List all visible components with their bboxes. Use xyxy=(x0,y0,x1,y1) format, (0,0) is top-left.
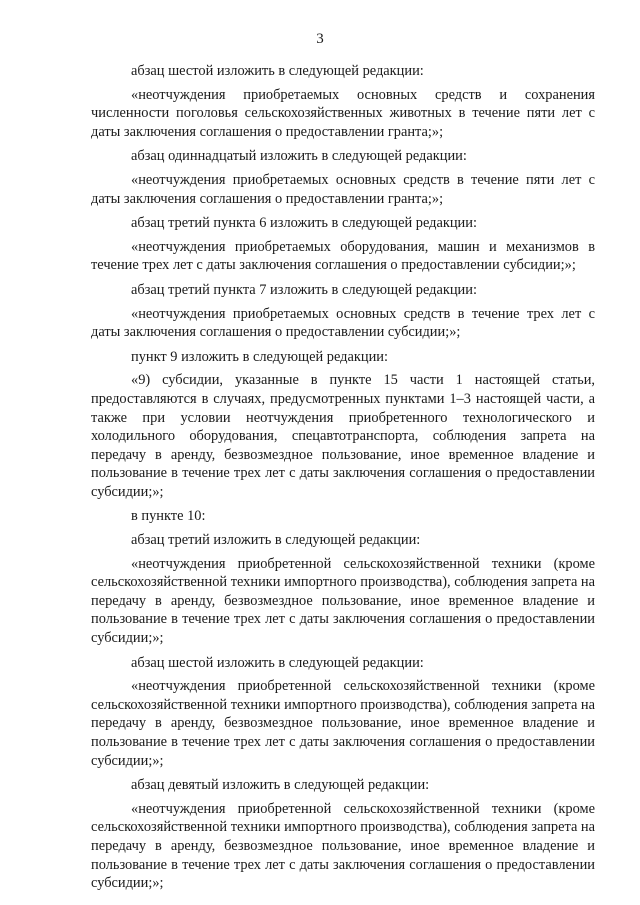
amendment-text: «неотчуждения приобретенной сельскохозяйственной техники (кроме сельскохозяйственной техники импортного производства), соблюдения запрета на передачу в аренду, безвозмездное пользование, иное временное владение и пользование в течение трех лет с даты заключения соглашения о предоставлении субсидии;»; xyxy=(91,678,596,769)
amendment-text: «неотчуждения приобретаемых оборудования, машин и механизмов в течение трех лет с даты заключения соглашения о предоставлении субсидии;»; xyxy=(91,238,595,274)
amendment-text: «неотчуждения приобретаемых основных средств в течение пяти лет с даты заключения соглашения о предоставлении гранта;»; xyxy=(91,171,595,207)
page-number: 3 xyxy=(316,31,324,47)
amendment-instruction: в пункте 10: xyxy=(131,508,206,525)
amendment-instruction: абзац шестой изложить в следующей редакции: xyxy=(131,654,424,671)
amendment-instruction: абзац третий пункта 6 изложить в следующей редакции: xyxy=(131,215,477,232)
amendment-instruction: абзац третий изложить в следующей редакции: xyxy=(131,532,421,549)
amendment-text: «неотчуждения приобретаемых основных средств в течение трех лет с даты заключения соглашения о предоставлении субсидии;»; xyxy=(91,305,595,341)
amendment-instruction: абзац одиннадцатый изложить в следующей редакции: xyxy=(131,148,467,165)
amendment-instruction: абзац девятый изложить в следующей редакции: xyxy=(131,777,430,794)
amendment-text: «9) субсидии, указанные в пункте 15 части 1 настоящей статьи, предоставляются в случаях, предусмотренных пунктами 1–3 настоящей части, а также при условии неотчуждения приобретенного технологического и холодильного оборудования, спецавтотранспорта, соблюдения запрета на передачу в аренду, безвозмездное пользование, иное временное владение и пользование в течение трех лет с даты заключения соглашения о предоставлении субсидии;»; xyxy=(91,372,595,500)
amendment-instruction: абзац третий пункта 7 изложить в следующей редакции: xyxy=(131,281,477,298)
amendment-instruction: пункт 9 изложить в следующей редакции: xyxy=(131,348,388,365)
document-body xyxy=(91,62,595,899)
amendment-text: «неотчуждения приобретенной сельскохозяйственной техники (кроме сельскохозяйственной техники импортного производства), соблюдения запрета на передачу в аренду, безвозмездное пользование, иное временное владение и пользование в течение трех лет с даты заключения соглашения о предоставлении субсидии;»; xyxy=(91,800,596,892)
amendment-text: «неотчуждения приобретенной сельскохозяйственной техники (кроме сельскохозяйственной техники импортного производства), соблюдения запрета на передачу в аренду, безвозмездное пользование, иное временное владение и пользование в течение трех лет с даты заключения соглашения о предоставлении субсидии;»; xyxy=(91,555,596,647)
amendment-instruction: абзац шестой изложить в следующей редакции: xyxy=(131,63,424,79)
amendment-text: «неотчуждения приобретаемых основных средств и сохранения численности поголовья сельскохозяйственных животных в течение пяти лет с даты заключения соглашения о предоставлении гранта;»; xyxy=(91,86,595,140)
